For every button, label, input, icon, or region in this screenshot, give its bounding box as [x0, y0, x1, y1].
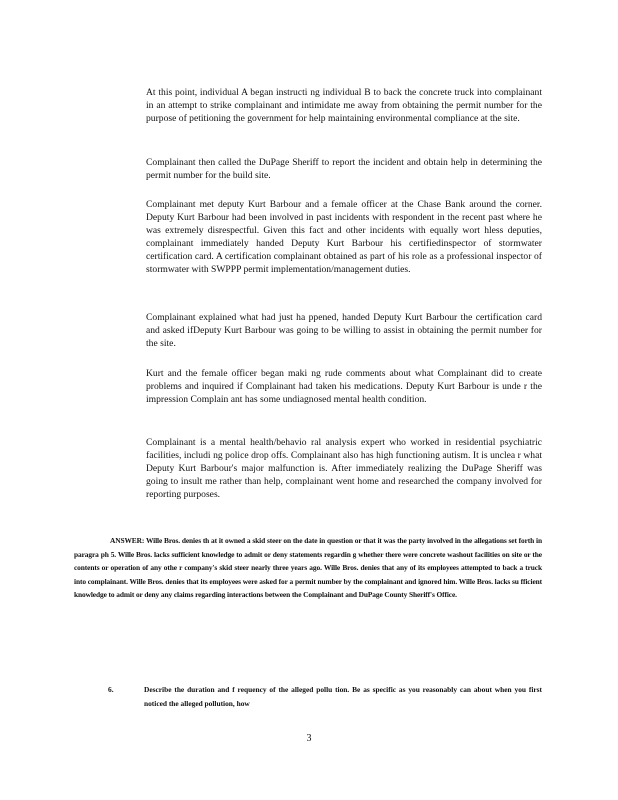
paragraph-deputy-meeting: Complainant met deputy Kurt Barbour and a female officer at the Chase Bank around the corner. Deputy Kurt Barbour had been involved in past incidents with respondent in the recent past where he was extremely disrespectful. Given this fact and other incidents with equally wort hless deputies, complainant immediately handed Deputy Kurt Barbour his certifiedinspector of stormwater certification card. A certification complainant obtained as part of his role as a professional inspector of stormwater with SWPPP permit implementation/management duties.: [146, 199, 542, 275]
answer-label: ANSWER:: [110, 536, 145, 545]
paragraph-truck-incident: At this point, individual A began instructi ng individual B to back the concrete truck into complainant in an attempt to strike complainant and intimidate me away from obtaining the permit number for the purpose of petitioning the government for help maintaining environmental compliance at the site.: [146, 87, 542, 124]
question-number: 6.: [108, 685, 114, 694]
paragraph-complainant-background: Complainant is a mental health/behavio ral analysis expert who worked in residential psychiatric facilities, includi ng police drop offs. Complainant also has high functioning autism. It is unclea r what Deputy Kurt Barbour's major malfunction is. After immediately realizing the DuPage Sheriff was going to insult me rather than help, complainant went home and researched the company involved for reporting purposes.: [146, 437, 542, 500]
page-number: 3: [306, 733, 312, 744]
question-text: Describe the duration and f requency of the alleged pollu tion. Be as specific as you reasonably can about when you first noticed the alleged pollution, how: [144, 685, 542, 708]
paragraph-certification-card: Complainant explained what had just ha ppened, handed Deputy Kurt Barbour the certification card and asked ifDeputy Kurt Barbour was going to be willing to assist in obtaining the permit number for the site.: [146, 312, 542, 349]
paragraph-sheriff-call: Complainant then called the DuPage Sheriff to report the incident and obtain help in determining the permit number for the build site.: [146, 157, 542, 181]
answer-block: [74, 534, 542, 602]
question-6: [108, 683, 542, 711]
paragraph-rude-comments: Kurt and the female officer began maki ng rude comments about what Complainant did to create problems and inquired if Complainant had taken his medications. Deputy Kurt Barbour is unde r the impression Complain ant has some undiagnosed mental health condition.: [146, 368, 542, 405]
answer-text: Wille Bros. denies th at it owned a skid steer on the date in question or that it was the party involved in the allegations set forth in paragra ph 5. Wille Bros. lacks sufficient knowledge to admit or deny statements regardin g whether there were concrete washout facilities on site or the contents or operation of any othe r company's skid steer nearly three years ago. Wille Bros. denies that any of its employees attempted to back a truck into complainant. Wille Bros. denies that its employees were asked for a permit number by the complainant and ignored him. Wille Bros. lacks su fficient knowledge to admit or deny any claims regarding interactions between the Complainant and DuPage County Sheriff's Office.: [74, 536, 542, 599]
